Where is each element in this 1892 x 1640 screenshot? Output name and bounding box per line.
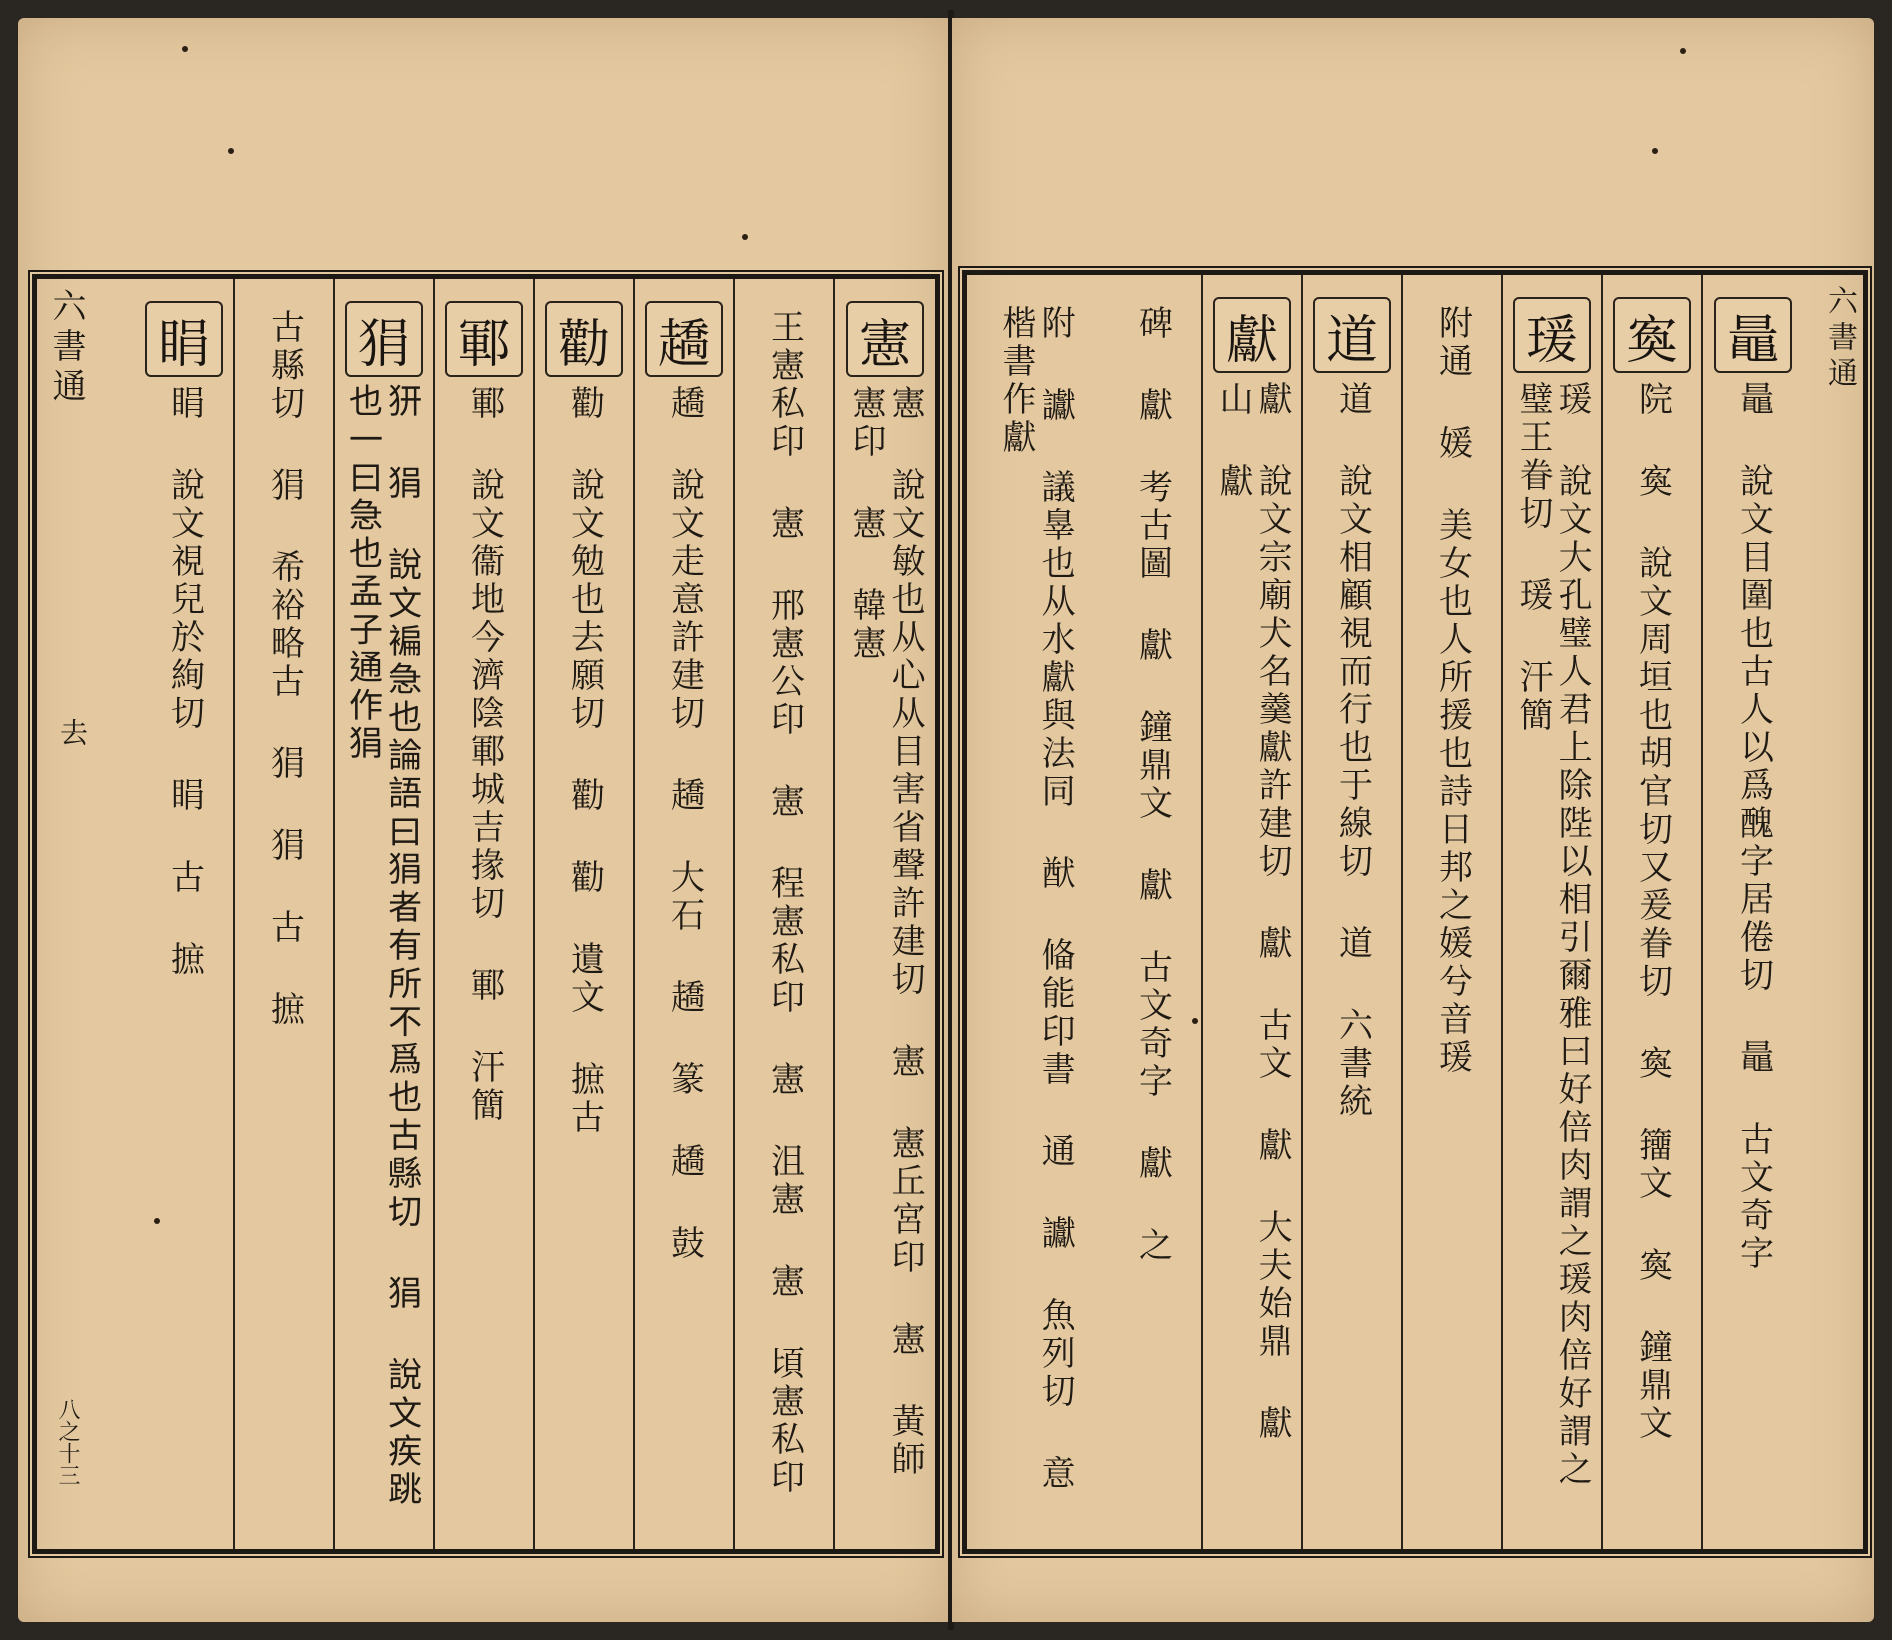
head-character: 鄆 [445, 301, 523, 377]
column-text: 王憲私印 憲 邢憲公印 憲 程憲私印 憲 沮憲 憲 頃憲私印 [764, 309, 805, 1497]
column [135, 279, 235, 1549]
column-text: 鄆 說文衞地今濟陰鄆城吉掾切 鄆 汗簡 [464, 385, 505, 1125]
column [335, 279, 435, 1549]
column-text: 碑 獻 考古圖 獻 鐘鼎文 獻 古文奇字 獻 之 [1132, 305, 1173, 1265]
column [1503, 275, 1603, 1549]
column-text: 𤜵 狷 說文褊急也論語曰狷者有所不爲也古縣切 狷 說文疾跳也一曰急也孟子通作狷 [345, 385, 425, 1511]
column [1603, 275, 1703, 1549]
column [1303, 275, 1403, 1549]
column [1403, 275, 1503, 1549]
column-text: 道 說文相顧視而行也于線切 道 六書統 [1332, 381, 1373, 1121]
column-text: 睊 說文視兒於絢切 睊 古 摭 [164, 385, 205, 979]
worm-hole [1652, 148, 1658, 154]
head-character: 睊 [145, 301, 223, 377]
column [235, 279, 335, 1549]
left-text-frame [32, 274, 940, 1554]
column [735, 279, 835, 1549]
left-page [18, 18, 950, 1622]
column-text: 古縣切 狷 希裕略古 狷 狷 古 摭 [264, 309, 305, 1029]
column-text: 憲 說文敏也从心从目害省聲許建切 憲 憲丘宮印 憲 黃師憲印 憲 韓憲 [846, 385, 926, 1479]
column-text: 瑗 說文大孔璧人君上除陛以相引爾雅曰好倍肉謂之瑗肉倍好謂之璧王眷切 瑗 汗簡 [1513, 381, 1593, 1489]
column-text: 附 讞 議辠也从水獻與法同 猷 偹能印書 通 讞 魚列切 意 楷書作獻 [996, 305, 1076, 1537]
column [635, 279, 735, 1549]
head-character: 勸 [545, 301, 623, 377]
column [1703, 275, 1803, 1549]
column [435, 279, 535, 1549]
column [535, 279, 635, 1549]
header-book-title: 六書通 [1822, 285, 1857, 393]
margin-book-title: 六書通 [46, 288, 86, 408]
column [835, 279, 935, 1549]
worm-hole [228, 148, 234, 154]
head-character: 瑗 [1513, 297, 1591, 373]
column-text: 院 寏 說文周垣也胡官切又爰眷切 寏 籒文 寏 鐘鼎文 [1632, 381, 1673, 1443]
right-text-frame [962, 270, 1868, 1554]
head-character: 趫 [645, 301, 723, 377]
worm-hole [1680, 48, 1686, 54]
column [1103, 275, 1203, 1549]
head-character: 憲 [846, 301, 924, 377]
folio-number: 八之十三 [55, 1398, 80, 1486]
column-text: 獻 說文宗廟犬名羹獻許建切 獻 古文 獻 大夫始鼎 獻 山 獻 [1213, 381, 1293, 1487]
column-text: 附通 媛 美女也人所援也詩日邦之媛兮音瑗 [1432, 305, 1473, 1077]
head-character: 道 [1313, 297, 1391, 373]
column [37, 279, 135, 1549]
head-character: 獻 [1213, 297, 1291, 373]
column [967, 275, 1103, 1549]
column [1203, 275, 1303, 1549]
head-character: 鼂 [1714, 297, 1792, 373]
column-text: 鼂 說文目圍也古人以爲醜字居倦切 鼂 古文奇字 [1733, 381, 1774, 1273]
right-page [952, 18, 1874, 1622]
head-character: 狷 [345, 301, 423, 377]
head-character: 寏 [1613, 297, 1691, 373]
worm-hole [742, 234, 748, 240]
column-text: 勸 說文勉也去願切 勸 勸 遺文 摭古 [564, 385, 605, 1137]
column-text: 趫 說文走意許建切 趫 大石 趫 篆 趫 鼓 [664, 385, 705, 1263]
tone-tag: 去 [56, 718, 89, 746]
worm-hole [182, 46, 188, 52]
